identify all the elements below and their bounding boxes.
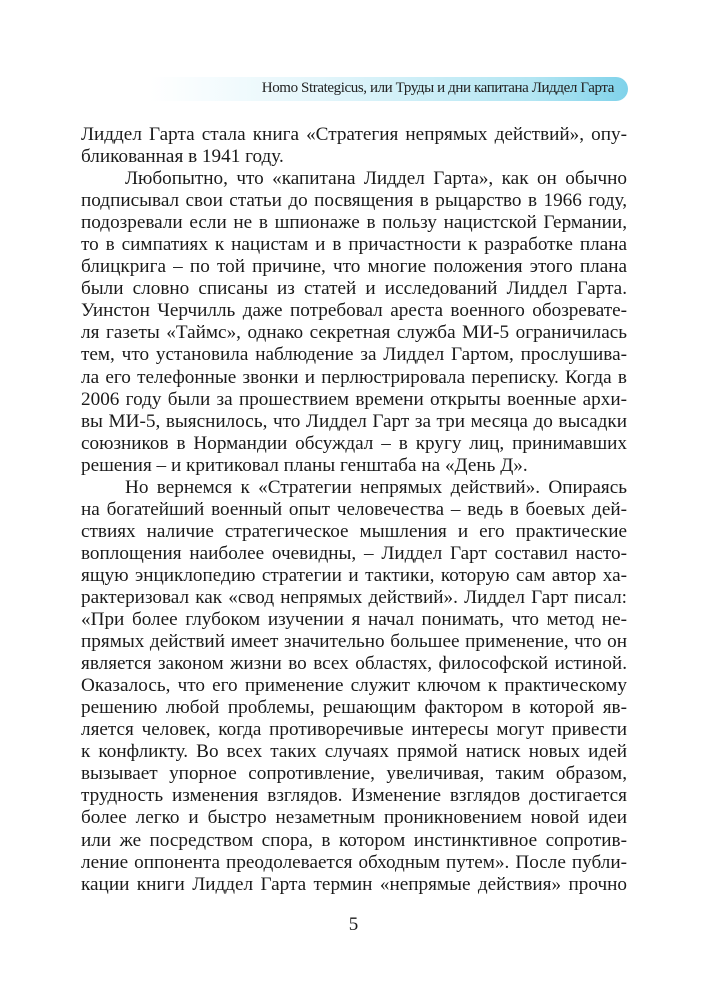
text-line: Уинстон Черчилль даже потребовал ареста военного обозревате- — [81, 300, 627, 322]
text-line: бликованная в 1941 году. — [81, 146, 284, 168]
text-line: кации книги Лиддел Гарта термин «непрямые действия» прочно — [81, 873, 627, 895]
text-line: Лиддел Гарта стала книга «Стратегия непрямых действий», опу- — [81, 124, 627, 145]
text-line: ла его телефонные звонки и перлюстрировала переписку. Когда в — [81, 366, 627, 388]
text-line: ление оппонента преодолевается обходным путем». После публи- — [81, 851, 627, 873]
text-line: блицкрига – по той причине, что многие положения этого плана — [81, 256, 627, 278]
text-line: подозревали если не в шпионаже в пользу нацистской Германии, — [81, 212, 627, 234]
text-line: Оказалось, что его применение служит ключом к практическому — [81, 675, 627, 697]
text-line: на богатейший военный опыт человечества – ведь в боевых дей- — [81, 498, 627, 520]
text-line: были словно списаны из статей и исследований Лиддел Гарта. — [81, 278, 627, 300]
text-line: ствиях наличие стратегическое мышления и его практические — [81, 520, 627, 542]
text-line: к конфликту. Во всех таких случаях прямой натиск новых идей — [81, 741, 627, 763]
text-line: более легко и быстро незаметным проникновением новой идеи — [81, 807, 627, 829]
text-line: или же посредством спора, в котором инстинктивное сопротив- — [81, 829, 627, 851]
text-line: то в симпатиях к нацистам и в причастности к разработке плана — [81, 234, 627, 256]
text-line: является законом жизни во всех областях, философской истиной. — [81, 653, 627, 675]
text-line: ящую энциклопедию стратегии и тактики, которую сам автор ха- — [81, 564, 627, 586]
text-line: Любопытно, что «капитана Лиддел Гарта», как он обычно — [125, 168, 627, 190]
text-line: вы МИ-5, выяснилось, что Лиддел Гарт за три месяца до высадки — [81, 410, 627, 432]
body-text — [81, 124, 627, 896]
text-line: ля газеты «Таймс», однако секретная служба МИ-5 ограничилась — [81, 322, 627, 344]
text-line: тем, что установила наблюдение за Лиддел Гартом, прослушива- — [81, 344, 627, 366]
text-line: прямых действий имеет значительно большее применение, что он — [81, 631, 627, 653]
text-line: рактеризовал как «свод непрямых действий». Лиддел Гарт писал: — [81, 586, 627, 608]
text-line: 2006 году были за прошествием времени открыты военные архи- — [81, 388, 627, 410]
running-title: Homo Strategicus, или Труды и дни капитана Лиддел Гарта — [261, 80, 614, 96]
text-line: вызывает упорное сопротивление, увеличивая, таким образом, — [81, 763, 627, 785]
text-line: Но вернемся к «Стратегии непрямых действий». Опираясь — [125, 476, 627, 498]
text-line: решению любой проблемы, решающим фактором в которой яв- — [81, 697, 627, 719]
text-line: трудность изменения взглядов. Изменение взглядов достигается — [81, 785, 627, 807]
text-line: «При более глубоком изучении я начал понимать, что метод не- — [81, 609, 627, 631]
text-line: союзников в Нормандии обсуждал – в кругу лиц, принимавших — [81, 432, 627, 454]
running-header — [150, 77, 628, 101]
text-line: воплощения наиболее очевидны, – Лиддел Гарт составил насто- — [81, 542, 627, 564]
text-line: решения – и критиковал планы генштаба на «День Д». — [81, 454, 528, 476]
text-line: подписывал свои статьи до посвящения в рыцарство в 1966 году, — [81, 190, 627, 212]
text-line: ляется человек, когда противоречивые интересы могут привести — [81, 719, 627, 741]
page-number: 5 — [348, 914, 359, 935]
